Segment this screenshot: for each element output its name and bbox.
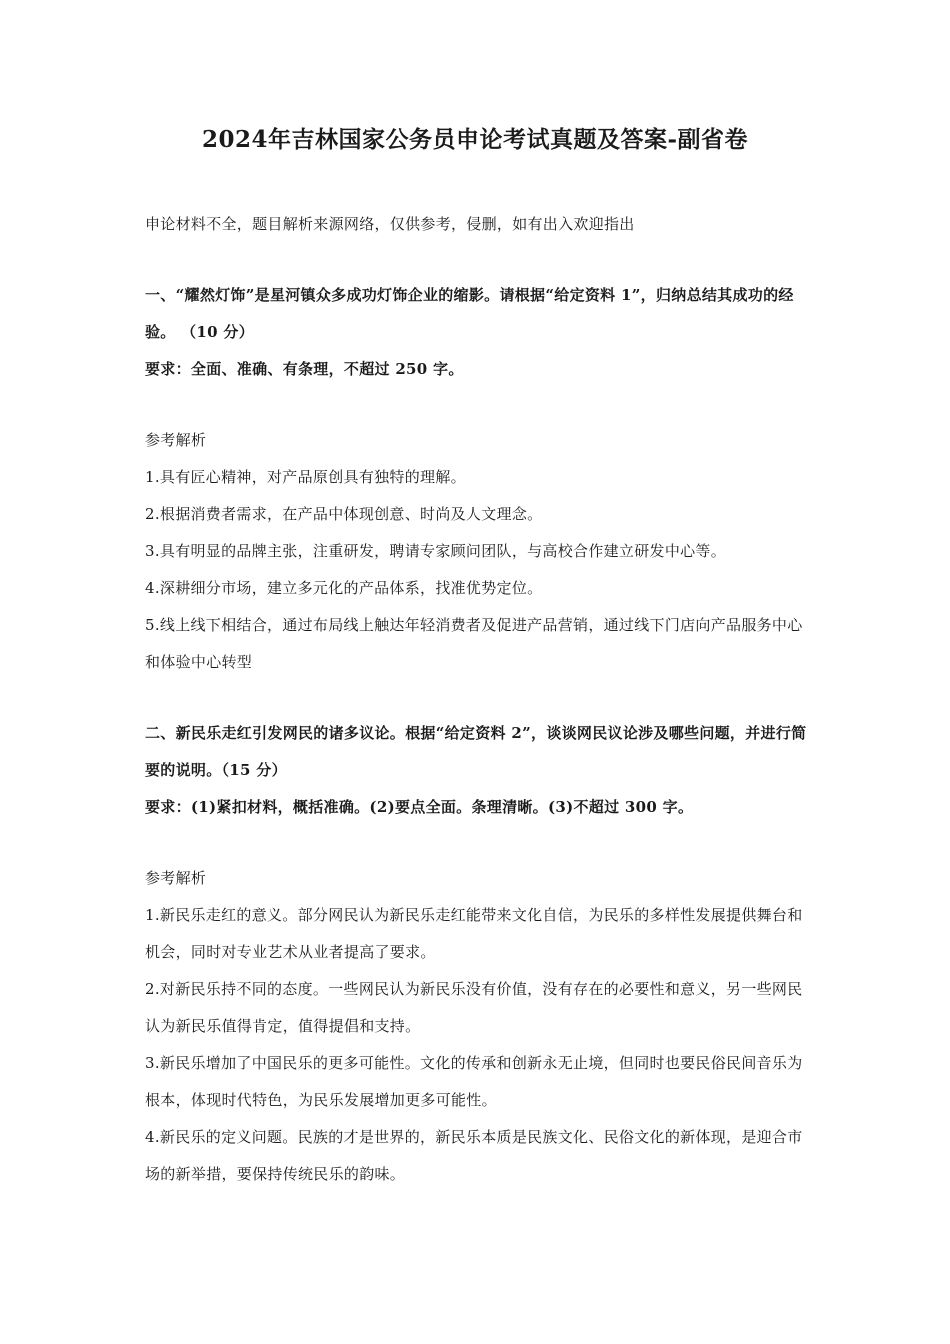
answer-item: 3.新民乐增加了中国民乐的更多可能性。文化的传承和创新永无止境，但同时也要民俗民间音乐为根本，体现时代特色，为民乐发展增加更多可能性。 xyxy=(145,1054,803,1109)
intro-note: 申论材料不全，题目解析来源网络，仅供参考，侵删，如有出入欢迎指出 xyxy=(145,215,635,233)
analysis-heading: 参考解析 xyxy=(145,431,207,449)
question-text: 一、“耀然灯饰”是星河镇众多成功灯饰企业的缩影。请根据“给定资料 1”，归纳总结其成功的经验。 （10 分） xyxy=(145,286,794,341)
analysis-heading: 参考解析 xyxy=(145,869,207,887)
question-section-2 xyxy=(145,715,810,1193)
answer-item: 4.深耕细分市场，建立多元化的产品体系，找准优势定位。 xyxy=(145,579,543,597)
question-text: 二、新民乐走红引发网民的诸多议论。根据“给定资料 2”，谈谈网民议论涉及哪些问题，并进行简要的说明。（15 分） xyxy=(145,724,807,779)
answer-item: 4.新民乐的定义问题。民族的才是世界的，新民乐本质是民族文化、民俗文化的新体现，是迎合市场的新举措，要保持传统民乐的韵味。 xyxy=(145,1128,803,1183)
answer-item: 2.根据消费者需求，在产品中体现创意、时尚及人文理念。 xyxy=(145,505,543,523)
question-requirement: 要求：(1)紧扣材料，概括准确。(2)要点全面。条理清晰。(3)不超过 300 字。 xyxy=(145,798,694,816)
question-requirement: 要求：全面、准确、有条理，不超过 250 字。 xyxy=(145,360,464,378)
document-body xyxy=(145,206,810,1193)
answer-item: 1.新民乐走红的意义。部分网民认为新民乐走红能带来文化自信，为民乐的多样性发展提供舞台和机会，同时对专业艺术从业者提高了要求。 xyxy=(145,906,803,961)
answer-item: 2.对新民乐持不同的态度。一些网民认为新民乐没有价值，没有存在的必要性和意义，另一些网民认为新民乐值得肯定，值得提倡和支持。 xyxy=(145,980,803,1035)
question-section-1 xyxy=(145,277,810,681)
answer-item: 3.具有明显的品牌主张，注重研发，聘请专家顾问团队，与高校合作建立研发中心等。 xyxy=(145,542,727,560)
answer-item: 1.具有匠心精神，对产品原创具有独特的理解。 xyxy=(145,468,466,486)
answer-item: 5.线上线下相结合，通过布局线上触达年轻消费者及促进产品营销，通过线下门店向产品服务中心和体验中心转型 xyxy=(145,616,803,671)
document-title: 2024年吉林国家公务员申论考试真题及答案-副省卷 xyxy=(201,126,749,153)
